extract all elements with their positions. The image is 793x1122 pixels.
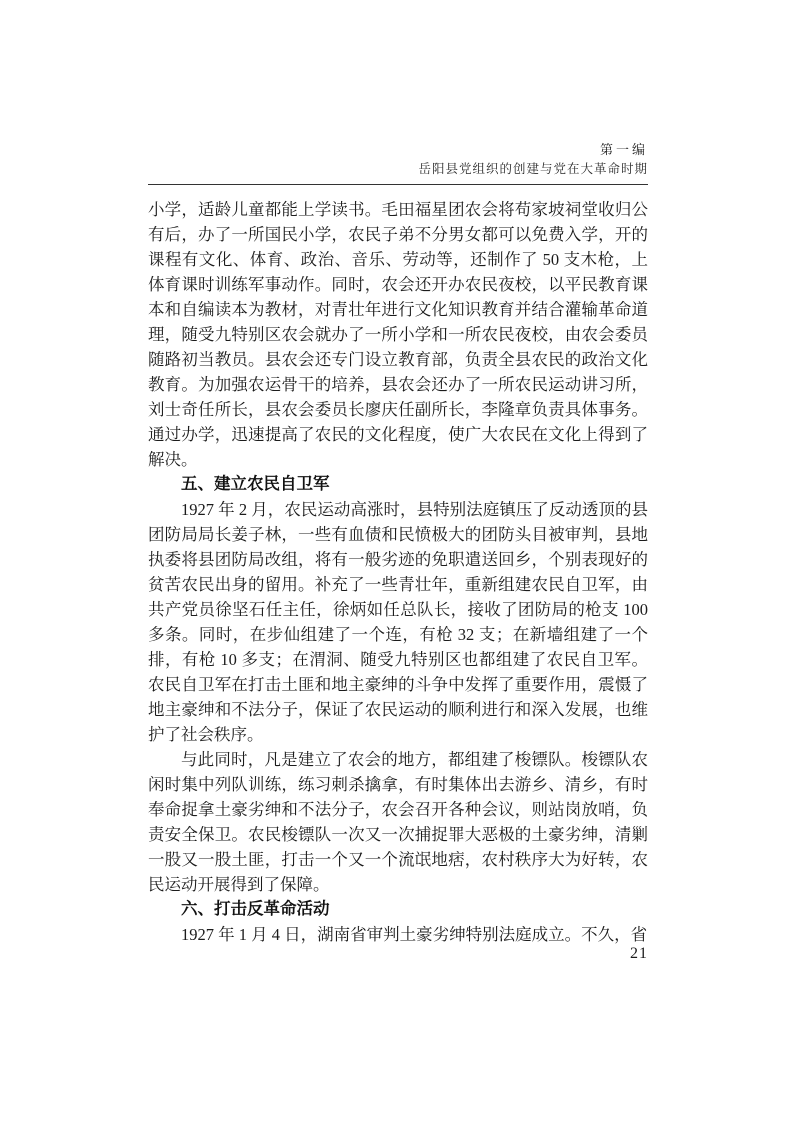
paragraph-continuation: 小学，适龄儿童都能上学读书。毛田福星团农会将苟家坡祠堂收归公有后，办了一所国民小学，农民子弟不分男女都可以免费入学，开的课程有文化、体育、政治、音乐、劳动等，还制作了 50 支木枪，上体育课时训练军事动作。同时，农会还开办农民夜校，以平民教育课本和自编读本为教材，对青壮年进行文化知识教育并结合灌输革命道理，随受九特别区农会就办了一所小学和一所农民夜校，由农会委员随路初当教员。县农会还专门设立教育部，负责全县农民的政治文化教育。为加强农运骨干的培养，县农会还办了一所农民运动讲习所，刘士奇任所长，县农会委员长廖庆任副所长，李隆章负责具体事务。通过办学，迅速提高了农民的文化程度，使广大农民在文化上得到了解决。 [148,200,648,469]
section-heading-counter-revolution: 六、打击反革命活动 [181,900,330,918]
header-edition-label: 第一编 [599,142,648,157]
header-divider [148,184,648,185]
page-header [148,141,648,185]
paragraph-self-defense-army: 1927 年 2 月，农民运动高涨时，县特别法庭镇压了反动透顶的县团防局局长姜子林，一些有血债和民愤极大的团防头目被审判，县地执委将县团防局改组，将有一般劣迹的免职遣送回乡，个别表现好的贫苦农民出身的留用。补充了一些青壮年，重新组建农民自卫军，由共产党员徐坚石任主任，徐炳如任总队长，接收了团防局的枪支 100 多条。同时，在步仙组建了一个连，有枪 32 支；在新墙组建了一个排，有枪 10 多支；在渭洞、随受九特别区也都组建了农民自卫军。农民自卫军在打击土匪和地主豪绅的斗争中发挥了重要作用，震慑了地主豪绅和不法分子，保证了农民运动的顺利进行和深入发展，也维护了社会秩序。 [148,500,648,744]
header-running-title: 岳阳县党组织的创建与党在大革命时期 [418,162,648,176]
page-number: 21 [630,945,648,962]
paragraph-spear-teams: 与此同时，凡是建立了农会的地方，都组建了梭镖队。梭镖队农闲时集中列队训练，练习刺杀擒拿，有时集体出去游乡、清乡，有时奉命捉拿土豪劣绅和不法分子，农会召开各种会议，则站岗放哨，负责安全保卫。农民梭镖队一次又一次捕捉罪大恶极的土豪劣绅，清剿一股又一股土匪，打击一个又一个流氓地痞，农村秩序大为好转，农民运动开展得到了保障。 [148,750,648,894]
paragraph-special-court: 1927 年 1 月 4 日，湖南省审判土豪劣绅特别法庭成立。不久，省 [181,925,648,944]
section-heading-self-defense-army: 五、建立农民自卫军 [181,475,330,493]
page-body [148,197,648,947]
